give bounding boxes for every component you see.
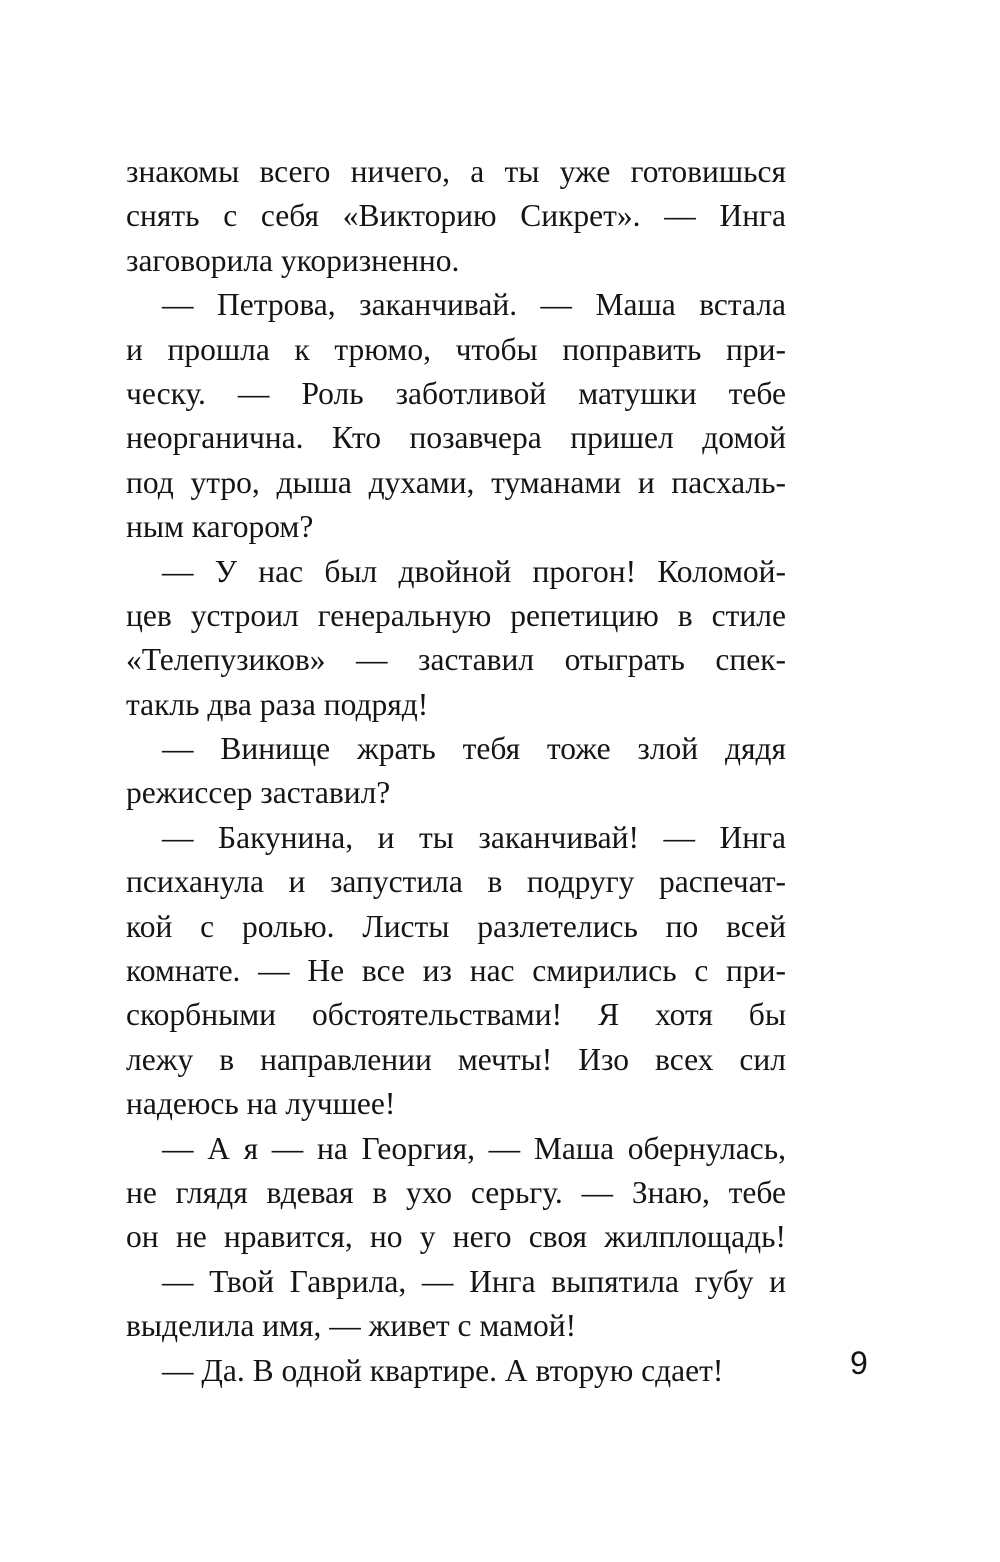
text-line: и прошла к трюмо, чтобы поправить при-	[126, 331, 786, 367]
text-line: такль два раза подряд!	[126, 686, 429, 722]
page-number: 9	[850, 1345, 868, 1381]
text-line: кой с ролью. Листы разлетелись по всей	[126, 908, 786, 944]
text-line: надеюсь на лучшее!	[126, 1086, 396, 1122]
text-line: ным кагором?	[126, 509, 314, 545]
text-line: ческу. — Роль заботливой матушки тебе	[126, 375, 786, 411]
text-line: заговорила укоризненно.	[126, 242, 460, 278]
text-line: знакомы всего ничего, а ты уже готовишься	[126, 154, 786, 189]
text-line: выделила имя, — живет с мамой!	[126, 1308, 577, 1344]
text-line: — У нас был двойной прогон! Коломой-	[162, 553, 786, 589]
text-line: режиссер заставил?	[126, 775, 391, 811]
text-line: он не нравится, но у него своя жилплощадь!	[126, 1219, 786, 1255]
text-line: неорганична. Кто позавчера пришел домой	[126, 420, 786, 456]
text-line: цев устроил генеральную репетицию в стиле	[126, 597, 786, 633]
text-line: лежу в направлении мечты! Изо всех сил	[126, 1041, 786, 1077]
body-text	[126, 150, 786, 1393]
text-line: — Бакунина, и ты заканчивай! — Инга	[162, 819, 786, 855]
text-line: под утро, дыша духами, туманами и пасхаль-	[126, 464, 786, 500]
text-line: — Винище жрать тебя тоже злой дядя	[162, 731, 786, 767]
text-line: психанула и запустила в подругу распечат-	[126, 864, 786, 900]
text-line: «Телепузиков» — заставил отыграть спек-	[126, 642, 786, 678]
text-line: — А я — на Георгия, — Маша обернулась,	[162, 1130, 786, 1166]
text-line: не глядя вдевая в ухо серьгу. — Знаю, тебе	[126, 1174, 786, 1210]
text-line: комнате. — Не все из нас смирились с при-	[126, 953, 786, 989]
text-line: скорбными обстоятельствами! Я хотя бы	[126, 997, 786, 1033]
text-line: — Да. В одной квартире. А вторую сдает!	[162, 1352, 724, 1388]
text-line: — Твой Гаврила, — Инга выпятила губу и	[162, 1263, 786, 1299]
text-line: снять с себя «Викторию Сикрет». — Инга	[126, 198, 786, 234]
text-line: — Петрова, заканчивай. — Маша встала	[162, 287, 786, 323]
